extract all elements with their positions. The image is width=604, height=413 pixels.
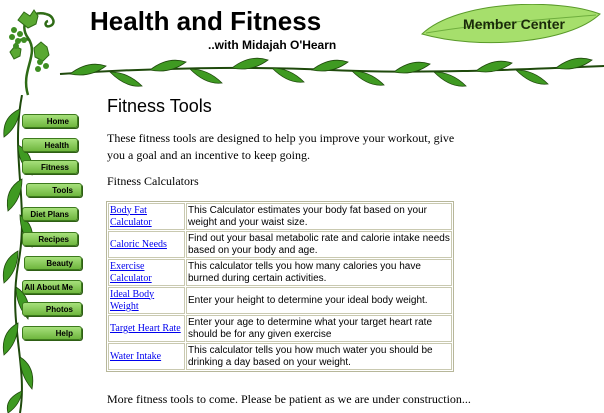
table-row bbox=[108, 231, 452, 258]
nav-photos-button[interactable]: Photos bbox=[22, 302, 82, 316]
intro-text: These fitness tools are designed to help you improve your workout, give you a goal and an incentive to keep going. bbox=[107, 131, 455, 162]
calculator-description: This calculator tells you how many calories you have burned during certain activities. bbox=[186, 259, 452, 286]
table-row bbox=[108, 203, 452, 230]
calculator-description: This Calculator estimates your body fat based on your weight and your waist size. bbox=[186, 203, 452, 230]
calculator-name-cell bbox=[108, 287, 185, 314]
footer-note: More fitness tools to come. Please be patient as we are under construction... bbox=[107, 392, 471, 406]
body-fat-calculator-link[interactable]: Body Fat Calculator bbox=[110, 204, 152, 228]
nav-all-about-me-button[interactable]: All About Me bbox=[22, 280, 82, 294]
calculator-name-cell bbox=[108, 259, 185, 286]
nav-help-button[interactable]: Help bbox=[22, 326, 82, 340]
calculator-description: This calculator tells you how much water you should be drinking a day based on your weight. bbox=[186, 343, 452, 370]
nav-home-button[interactable]: Home bbox=[22, 114, 78, 128]
table-row bbox=[108, 343, 452, 370]
page-title: Fitness Tools bbox=[107, 96, 212, 116]
calculator-description: Enter your age to determine what your target heart rate should be for any given exercise bbox=[186, 315, 452, 342]
nav-health-button[interactable]: Health bbox=[22, 138, 78, 152]
nav-fitness-button[interactable]: Fitness bbox=[22, 160, 78, 174]
calculator-name-cell bbox=[108, 231, 185, 258]
calculator-description: Find out your basal metabolic rate and calorie intake needs based on your body and age. bbox=[186, 231, 452, 258]
table-row bbox=[108, 315, 452, 342]
calculator-name-cell bbox=[108, 343, 185, 370]
nav-recipes-button[interactable]: Recipes bbox=[22, 232, 78, 246]
table-row bbox=[108, 287, 452, 314]
site-subtitle: ..with Midajah O'Hearn bbox=[208, 38, 337, 52]
exercise-calculator-link[interactable]: Exercise Calculator bbox=[110, 260, 152, 284]
calculator-description: Enter your height to determine your ideal body weight. bbox=[186, 287, 452, 314]
ideal-body-weight-link[interactable]: Ideal Body Weight bbox=[110, 288, 155, 312]
member-center-button[interactable] bbox=[418, 4, 602, 46]
member-center-label: Member Center bbox=[463, 16, 565, 32]
calculator-name-cell bbox=[108, 203, 185, 230]
target-heart-rate-link[interactable]: Target Heart Rate bbox=[110, 322, 181, 334]
calculator-name-cell bbox=[108, 315, 185, 342]
nav-diet-plans-button[interactable]: Diet Plans bbox=[22, 207, 78, 221]
section-heading: Fitness Calculators bbox=[107, 174, 199, 188]
table-row bbox=[108, 259, 452, 286]
nav-beauty-button[interactable]: Beauty bbox=[24, 256, 82, 270]
caloric-needs-link[interactable]: Caloric Needs bbox=[110, 238, 167, 250]
water-intake-link[interactable]: Water Intake bbox=[110, 350, 162, 362]
site-title: Health and Fitness bbox=[90, 6, 322, 36]
calculators-table bbox=[106, 201, 454, 372]
nav-tools-button[interactable]: Tools bbox=[26, 183, 82, 197]
